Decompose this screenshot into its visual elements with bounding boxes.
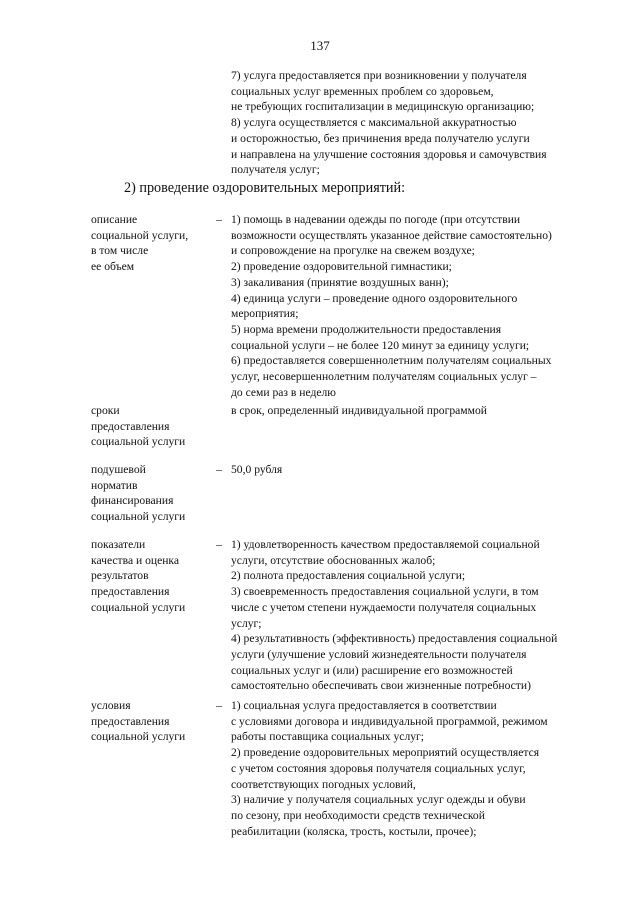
desc-line: 1) удовлетворенность качеством предоставляемой социальной	[231, 538, 540, 551]
desc-line: 2) полнота предоставления социальной услуги;	[231, 569, 466, 583]
desc-line: социальных услуг и (или) расширение его возможностей	[231, 663, 513, 677]
label-line: подушевой	[91, 463, 146, 476]
desc-line: 1) помощь в надевании одежды по погоде (при отсутствии	[231, 213, 521, 226]
row-label	[91, 698, 216, 745]
desc-line: 2) проведение оздоровительных мероприятий осуществляется	[231, 746, 540, 760]
row-dash: –	[216, 213, 222, 226]
row-label	[91, 462, 216, 525]
label-line: социальной услуги	[91, 730, 186, 744]
label-line: в том числе	[91, 244, 149, 258]
row-description-text	[231, 212, 611, 400]
row-description-text	[231, 403, 611, 419]
text-line: не требующих госпитализации в медицинскую организацию;	[231, 100, 535, 114]
desc-line: самостоятельно обеспечивать свои жизненные потребности)	[231, 679, 531, 693]
text-line: 7) услуга предоставляется при возникновении у получателя	[231, 69, 527, 82]
desc-line: услуг, несовершеннолетним получателям социальных услуг –	[231, 370, 537, 384]
label-line: норматив	[91, 478, 138, 492]
desc-line: и сопровождение на прогулке на свежем воздухе;	[231, 244, 475, 258]
section-heading: 2) проведение оздоровительных мероприятий:	[124, 180, 406, 196]
label-line: результатов	[91, 569, 149, 583]
text-line: получателя услуг;	[231, 163, 320, 177]
row-label	[91, 212, 216, 275]
page-number: 137	[310, 38, 330, 53]
row-description-text	[231, 537, 611, 694]
desc-line: 1) социальная услуга предоставляется в соответствии	[231, 699, 497, 712]
label-line: предоставления	[91, 585, 170, 599]
desc-line: работы поставщика социальных услуг;	[231, 730, 425, 744]
text-line: социальных услуг временных проблем со здоровьем,	[231, 84, 494, 98]
row-label	[91, 403, 216, 450]
desc-line: услуг;	[231, 616, 262, 630]
row-label	[91, 537, 216, 616]
desc-line: 50,0 рубля	[231, 463, 283, 476]
desc-line: услуги (улучшение условий жизнедеятельности получателя	[231, 647, 527, 661]
text-line: и направлена на улучшение состояния здоровья и самочувствия	[231, 147, 547, 161]
desc-line: по сезону, при необходимости средств технической	[231, 808, 485, 822]
label-line: ее объем	[91, 260, 135, 274]
desc-line: услуги, отсутствие обоснованных жалоб;	[231, 553, 436, 567]
desc-line: 3) наличие у получателя социальных услуг одежды и обуви	[231, 793, 526, 807]
intro-paragraph	[231, 68, 611, 178]
desc-line: 4) единица услуги – проведение одного оздоровительного	[231, 291, 518, 305]
desc-line: мероприятия;	[231, 307, 299, 321]
desc-line: в срок, определенный индивидуальной программой	[231, 404, 487, 417]
row-dash: –	[216, 699, 222, 712]
row-dash: –	[216, 538, 222, 551]
text-line: 8) услуга осуществляется с максимальной аккуратностью	[231, 116, 517, 130]
row-description-text	[231, 462, 611, 478]
desc-line: 2) проведение оздоровительной гимнастики;	[231, 260, 452, 274]
label-line: качества и оценка	[91, 553, 180, 567]
desc-line: соответствующих погодных условий,	[231, 777, 416, 791]
text-line: и осторожностью, без причинения вреда получателю услуги	[231, 131, 530, 145]
label-line: условия	[91, 699, 131, 712]
row-dash: –	[216, 463, 222, 476]
label-line: описание	[91, 213, 138, 226]
label-line: предоставления	[91, 714, 170, 728]
desc-line: до семи раз в неделю	[231, 385, 336, 399]
desc-line: 3) закаливания (принятие воздушных ванн);	[231, 275, 449, 289]
label-line: предоставления	[91, 419, 170, 433]
label-line: социальной услуги,	[91, 228, 189, 242]
desc-line: 6) предоставляется совершеннолетним получателям социальных	[231, 354, 552, 368]
label-line: сроки	[91, 404, 120, 417]
label-line: социальной услуги	[91, 435, 186, 449]
desc-line: реабилитации (коляска, трость, костыли, прочее);	[231, 824, 477, 838]
label-line: социальной услуги	[91, 510, 186, 524]
desc-line: с условиями договора и индивидуальной программой, режимом	[231, 714, 548, 728]
label-line: показатели	[91, 538, 146, 551]
desc-line: социальной услуги – не более 120 минут за единицу услуги;	[231, 338, 530, 352]
desc-line: 3) своевременность предоставления социальной услуги, в том	[231, 585, 539, 599]
desc-line: 5) норма времени продолжительности предоставления	[231, 322, 502, 336]
desc-line: 4) результативность (эффективность) предоставления социальной	[231, 632, 558, 646]
label-line: финансирования	[91, 494, 174, 508]
desc-line: возможности осуществлять указанное действие самостоятельно)	[231, 228, 552, 242]
row-description-text	[231, 698, 611, 839]
desc-line: с учетом состояния здоровья получателя социальных услуг,	[231, 761, 526, 775]
desc-line: числе с учетом степени нуждаемости получателя социальных	[231, 600, 537, 614]
label-line: социальной услуги	[91, 600, 186, 614]
